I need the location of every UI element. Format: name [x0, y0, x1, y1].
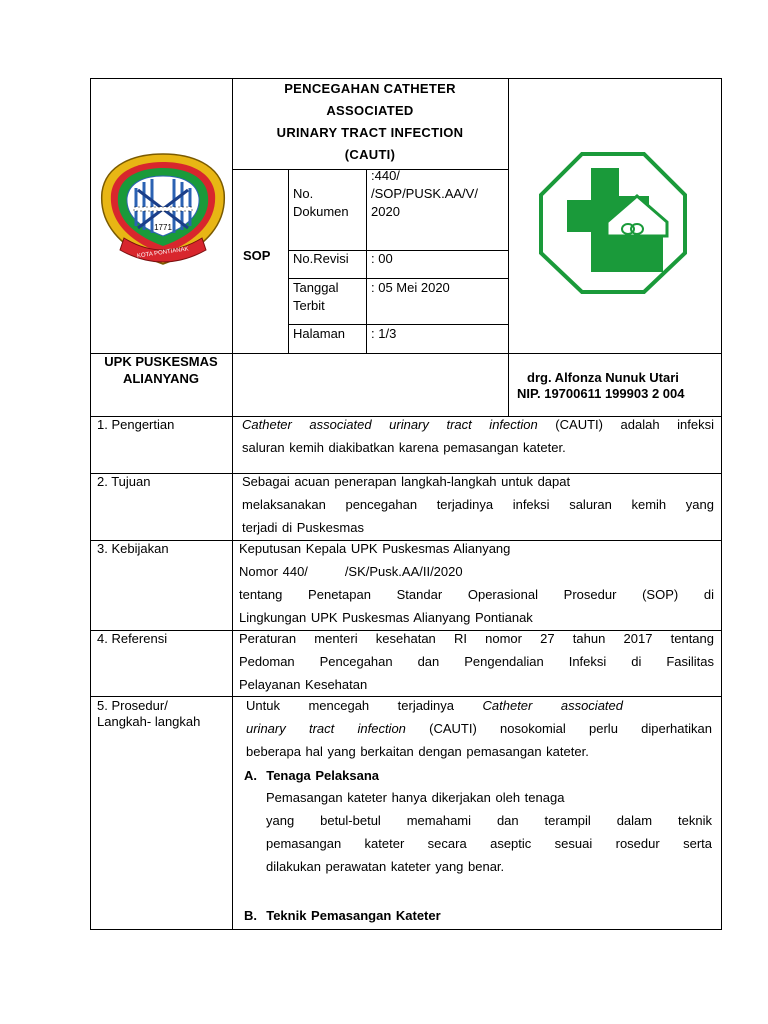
puskesmas-logo	[537, 150, 689, 296]
prosedur-intro-plain-2: (CAUTI) nosokomial perlu diperhatikan	[405, 721, 712, 736]
prosedur-sub-a-line-2: yang betul-betul memahami dan terampil dalam teknik	[266, 813, 712, 828]
field-tanggal-value: : 05 Mei 2020	[371, 280, 450, 295]
field-halaman-value: : 1/3	[371, 326, 397, 341]
field-no-revisi-value: : 00	[371, 251, 393, 266]
section-pengertian-line-2: saluran kemih diakibatkan karena pemasangan kateter.	[242, 440, 566, 455]
field-no-revisi-label: No.Revisi	[293, 251, 349, 266]
prosedur-intro-line-3: beberapa hal yang berkaitan dengan pemasangan kateter.	[246, 744, 589, 759]
section-pengertian-label: 1. Pengertian	[97, 417, 175, 432]
prosedur-sub-a-title: A. Tenaga Pelaksana	[244, 768, 379, 783]
title-line-1: PENCEGAHAN CATHETER	[284, 81, 456, 96]
section-kebijakan-line-4: Lingkungan UPK Puskesmas Alianyang Pontianak	[239, 610, 533, 625]
section-referensi-line-2: Pedoman Pencegahan dan Pengendalian Infeksi di Fasilitas	[239, 654, 714, 669]
section-tujuan-line-1: Sebagai acuan penerapan langkah-langkah untuk dapat	[242, 474, 571, 489]
field-halaman-label: Halaman	[293, 326, 346, 341]
section-tujuan-label: 2. Tujuan	[97, 474, 151, 489]
prosedur-sub-b-title: B. Teknik Pemasangan Kateter	[244, 908, 441, 923]
prosedur-sub-a-line-3: pemasangan kateter secara aseptic sesuai rosedur serta	[266, 836, 712, 851]
signatory-name: drg. Alfonza Nunuk Utari	[527, 370, 679, 385]
prosedur-intro-italic-1: Catheter associated	[482, 698, 623, 713]
section-referensi-line-1: Peraturan menteri kesehatan RI nomor 27 tahun 2017 tentang	[239, 631, 714, 646]
prosedur-intro-line-2	[246, 717, 712, 740]
sop-label: SOP	[243, 248, 271, 263]
section-tujuan-line-3: terjadi di Puskesmas	[242, 520, 364, 535]
section-referensi-label: 4. Referensi	[97, 631, 168, 646]
kota-pontianak-logo	[96, 150, 230, 270]
section-tujuan-line-2: melaksanakan pencegahan terjadinya infeksi saluran kemih yang	[242, 497, 714, 512]
section-kebijakan-line-1: Keputusan Kepala UPK Puskesmas Alianyang	[239, 541, 511, 556]
section-kebijakan-line-2: Nomor 440/ /SK/Pusk.AA/II/2020	[239, 564, 463, 579]
signatory-nip: NIP. 19700611 199903 2 004	[517, 386, 685, 401]
section-prosedur-label: 5. Prosedur/ Langkah- langkah	[97, 698, 201, 729]
prosedur-intro-plain-1: Untuk mencegah terjadinya	[246, 698, 483, 713]
prosedur-intro-line-1	[246, 694, 623, 717]
prosedur-sub-a-line-1: Pemasangan kateter hanya dikerjakan oleh tenaga	[266, 790, 565, 805]
field-tanggal-label: Tanggal Terbit	[293, 280, 339, 313]
logo-ribbon-text: KOTA PONTIANAK	[136, 246, 189, 260]
document-title	[232, 78, 508, 166]
section-referensi-line-3: Pelayanan Kesehatan	[239, 677, 368, 692]
org-name: UPK PUSKESMAS ALIANYANG	[104, 354, 218, 386]
section-pengertian-line-1	[242, 413, 714, 436]
title-line-3: URINARY TRACT INFECTION	[276, 125, 464, 140]
section-kebijakan-line-3: tentang Penetapan Standar Operasional Prosedur (SOP) di	[239, 587, 714, 602]
pengertian-italic: Catheter associated urinary tract infection	[242, 417, 538, 432]
logo-year: 1771	[154, 223, 172, 232]
title-line-4: (CAUTI)	[344, 147, 396, 162]
prosedur-sub-a-line-4: dilakukan perawatan kateter yang benar.	[266, 859, 505, 874]
prosedur-intro-italic-2: urinary tract infection	[246, 721, 406, 736]
title-line-2: ASSOCIATED	[326, 103, 414, 118]
field-no-dokumen-label: No. Dokumen	[293, 186, 349, 219]
field-no-dokumen-value: :440/ /SOP/PUSK.AA/V/ 2020	[371, 168, 478, 219]
pengertian-rest: (CAUTI) adalah infeksi	[537, 417, 714, 432]
section-kebijakan-label: 3. Kebijakan	[97, 541, 169, 556]
